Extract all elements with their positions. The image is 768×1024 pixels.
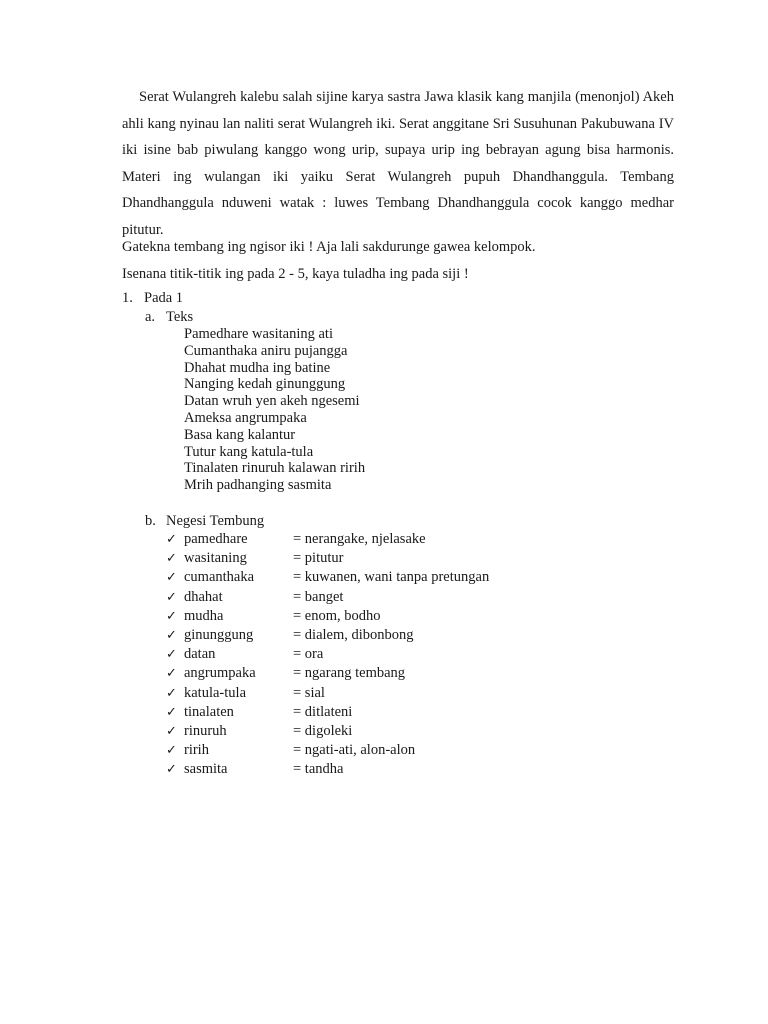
- checkmark-icon: ✓: [166, 704, 177, 720]
- checkmark-icon: ✓: [166, 570, 177, 586]
- poem-line: Tinalaten rinuruh kalawan ririh: [184, 460, 366, 477]
- poem-line: Ameksa angrumpaka: [184, 409, 307, 426]
- vocab-definition: = kuwanen, wani tanpa pretungan: [293, 569, 490, 586]
- poem-line: Nanging kedah ginunggung: [184, 376, 346, 393]
- vocab-definition: = digoleki: [293, 722, 353, 739]
- vocab-definition: = pitutur: [293, 550, 344, 567]
- poem-line: Dhahat mudha ing batine: [184, 359, 331, 376]
- poem-line: Basa kang kalantur: [184, 426, 296, 443]
- vocab-term: angrumpaka: [184, 665, 256, 682]
- subsection-a-marker: a.: [145, 309, 156, 325]
- checkmark-icon: ✓: [166, 647, 177, 663]
- vocab-term: katula-tula: [184, 684, 247, 701]
- subsection-b-title: Negesi Tembung: [166, 513, 265, 529]
- vocab-definition: = sial: [293, 684, 325, 701]
- checkmark-icon: ✓: [166, 627, 177, 643]
- vocab-definition: = ora: [293, 646, 324, 663]
- vocab-term: wasitaning: [184, 550, 247, 567]
- poem-line: Pamedhare wasitaning ati: [184, 326, 333, 342]
- vocab-term: rinuruh: [184, 722, 227, 739]
- intro-paragraph-text: Serat Wulangreh kalebu salah sijine karya sastra Jawa klasik kang manjila (menonjol) Akeh ahli kang nyinau lan naliti serat Wulangreh iki. Serat anggitane Sri Susuhunan Pakubuwana IV iki isine bab piwulang kanggo wong urip, supaya urip ing bebrayan agung bisa harmonis. Materi ing wulangan iki yaiku Serat Wulangreh pupuh Dhandhanggula. Tembang Dhandhanggula nduweni watak : luwes Tembang Dhandhanggula cocok kanggo medhar pitutur.: [122, 89, 674, 238]
- checkmark-icon: ✓: [166, 743, 177, 759]
- vocab-definition: = ditlateni: [293, 703, 353, 720]
- poem-text: [184, 326, 365, 494]
- checkmark-icon: ✓: [166, 723, 177, 739]
- checkmark-icon: ✓: [166, 685, 177, 701]
- vocab-definition: = tandha: [293, 761, 344, 778]
- vocab-term: tinalaten: [184, 703, 234, 720]
- vocab-term: dhahat: [184, 588, 223, 605]
- vocab-term: cumanthaka: [184, 569, 255, 586]
- subsection-a-title: Teks: [166, 309, 194, 325]
- instruction-1: Gatekna tembang ing ngisor iki ! Aja lali sakdurunge gawea kelompok.: [122, 239, 536, 255]
- vocab-definition: = ngati-ati, alon-alon: [293, 742, 416, 759]
- checkmark-icon: ✓: [166, 608, 177, 624]
- vocab-definition: = enom, bodho: [293, 607, 381, 624]
- vocab-term: ririh: [184, 742, 209, 759]
- checkmark-icon: ✓: [166, 762, 177, 778]
- vocab-term: mudha: [184, 607, 224, 624]
- checkmark-icon: ✓: [166, 666, 177, 682]
- poem-line: Tutur kang katula-tula: [184, 443, 314, 460]
- checkmark-icon: ✓: [166, 532, 177, 547]
- poem-line: Datan wruh yen akeh ngesemi: [184, 393, 360, 410]
- vocab-definition: = banget: [293, 588, 344, 605]
- vocab-term: ginunggung: [184, 626, 254, 643]
- vocab-term: pamedhare: [184, 531, 248, 547]
- poem-line: Cumanthaka aniru pujangga: [184, 342, 348, 359]
- section-1-title: Pada 1: [144, 290, 184, 306]
- intro-paragraph: [122, 84, 674, 243]
- subsection-b-marker: b.: [145, 513, 156, 529]
- checkmark-icon: ✓: [166, 589, 177, 605]
- vocab-definition: = ngarang tembang: [293, 665, 406, 682]
- vocab-term: sasmita: [184, 761, 228, 778]
- vocab-definition: = nerangake, njelasake: [293, 531, 426, 547]
- vocab-definition: = dialem, dibonbong: [293, 626, 414, 643]
- instruction-2: Isenana titik-titik ing pada 2 - 5, kaya tuladha ing pada siji !: [122, 266, 469, 282]
- section-1-number: 1.: [122, 290, 133, 306]
- checkmark-icon: ✓: [166, 551, 177, 567]
- vocab-term: datan: [184, 646, 216, 663]
- poem-line: Mrih padhanging sasmita: [184, 477, 332, 494]
